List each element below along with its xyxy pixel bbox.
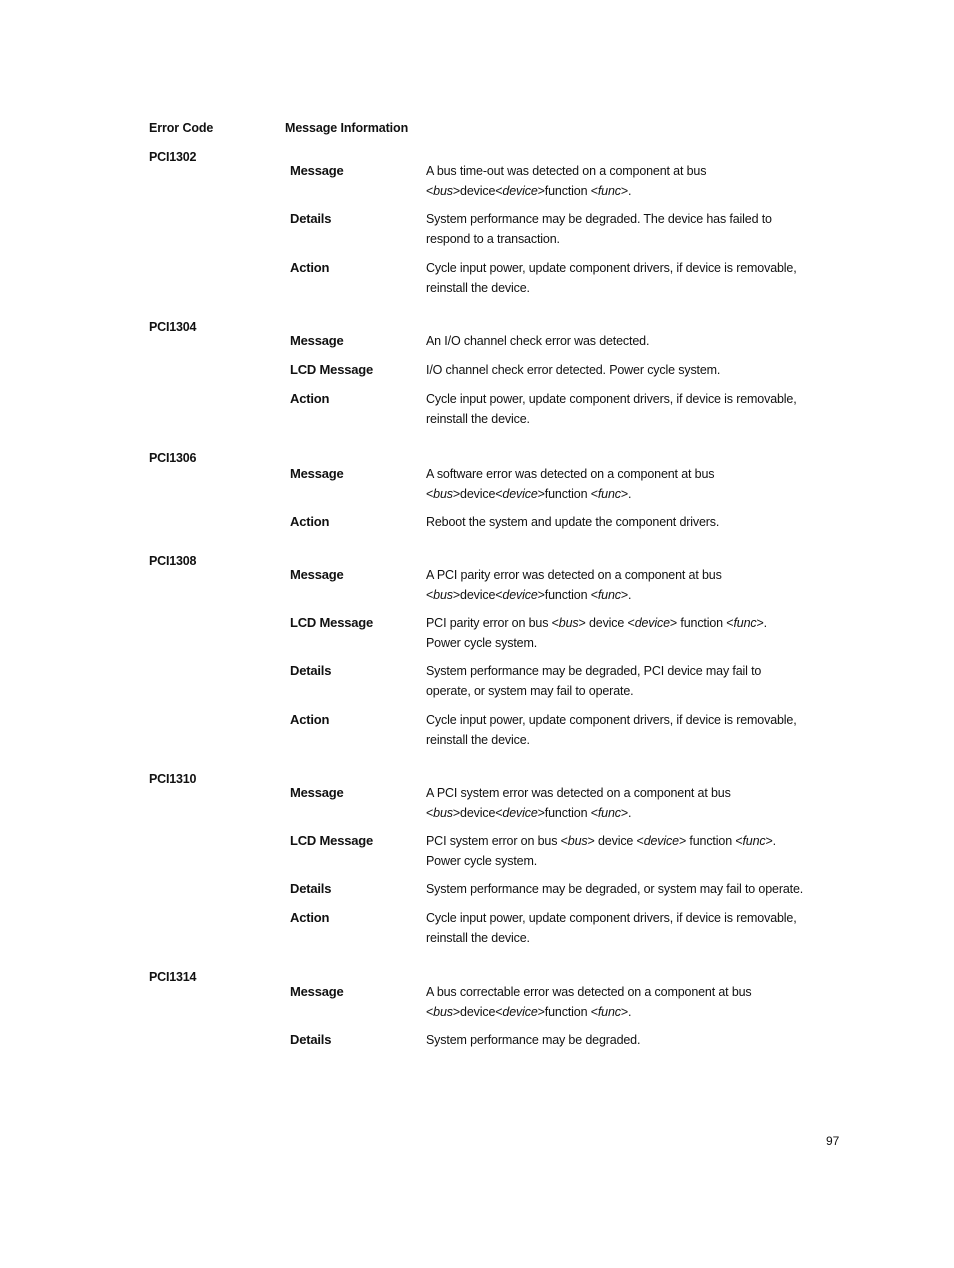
field-text bbox=[426, 566, 836, 605]
placeholder-variable: bus bbox=[433, 486, 453, 501]
text-segment: >. bbox=[620, 805, 632, 820]
field-label: Message bbox=[290, 785, 344, 800]
text-segment: Reboot the system and update the component drivers. bbox=[426, 515, 720, 529]
text-segment: < bbox=[426, 587, 434, 602]
text-segment: >device< bbox=[452, 587, 503, 602]
field-label: Message bbox=[290, 163, 344, 178]
text-segment: > function < bbox=[678, 834, 743, 848]
text-segment: >. bbox=[620, 587, 632, 602]
field-label: Action bbox=[290, 712, 330, 727]
field-text bbox=[426, 210, 836, 249]
placeholder-variable: device bbox=[502, 805, 538, 820]
field-label: Details bbox=[290, 211, 332, 226]
field-label: LCD Message bbox=[290, 615, 374, 630]
text-segment: System performance may be degraded. bbox=[426, 1033, 641, 1047]
placeholder-variable: device bbox=[502, 486, 538, 501]
text-segment: >function < bbox=[537, 587, 598, 602]
error-code: PCI1302 bbox=[149, 150, 197, 164]
text-segment: A PCI system error was detected on a component at bus bbox=[426, 786, 731, 800]
text-segment: < bbox=[426, 183, 434, 198]
error-code: PCI1304 bbox=[149, 320, 197, 334]
placeholder-variable: bus bbox=[433, 805, 453, 820]
text-segment: >function < bbox=[537, 805, 598, 820]
field-label: Action bbox=[290, 391, 330, 406]
text-segment: >. bbox=[620, 183, 632, 198]
text-segment: A bus correctable error was detected on a component at bus bbox=[426, 985, 752, 999]
field-text bbox=[426, 1031, 836, 1051]
placeholder-variable: bus bbox=[567, 834, 588, 848]
text-segment: I/O channel check error detected. Power cycle system. bbox=[426, 363, 721, 377]
error-code: PCI1306 bbox=[149, 451, 197, 465]
placeholder-variable: bus bbox=[558, 616, 579, 630]
field-label: LCD Message bbox=[290, 833, 374, 848]
text-segment: < bbox=[426, 1004, 434, 1019]
field-text bbox=[426, 711, 836, 750]
placeholder-variable: device bbox=[502, 183, 538, 198]
field-text bbox=[426, 832, 836, 871]
text-segment: An I/O channel check error was detected. bbox=[426, 334, 650, 348]
error-code: PCI1308 bbox=[149, 554, 197, 568]
text-segment: >function < bbox=[537, 486, 598, 501]
text-segment: Cycle input power, update component drivers, if device is removable, bbox=[426, 911, 797, 925]
text-segment: reinstall the device. bbox=[426, 732, 530, 747]
column-header-message-information: Message Information bbox=[285, 121, 409, 135]
column-header-error-code: Error Code bbox=[149, 121, 214, 135]
text-segment: >function < bbox=[537, 1004, 598, 1019]
field-text bbox=[426, 332, 836, 352]
placeholder-variable: func bbox=[597, 1004, 621, 1019]
field-label: Details bbox=[290, 1032, 332, 1047]
text-segment: >device< bbox=[452, 183, 503, 198]
placeholder-variable: func bbox=[597, 805, 621, 820]
field-label: Action bbox=[290, 260, 330, 275]
text-segment: reinstall the device. bbox=[426, 930, 530, 945]
text-segment: >device< bbox=[452, 486, 503, 501]
text-segment: A bus time-out was detected on a component at bus bbox=[426, 164, 707, 178]
placeholder-variable: device bbox=[502, 587, 538, 602]
placeholder-variable: device bbox=[634, 616, 670, 630]
text-segment: System performance may be degraded, or system may fail to operate. bbox=[426, 882, 804, 896]
text-segment: Cycle input power, update component drivers, if device is removable, bbox=[426, 392, 797, 406]
field-label: Message bbox=[290, 984, 344, 999]
text-segment: PCI system error on bus < bbox=[426, 834, 568, 848]
text-segment: >. bbox=[756, 616, 767, 630]
page-number: 97 bbox=[826, 1134, 840, 1148]
placeholder-variable: device bbox=[643, 834, 679, 848]
text-segment: System performance may be degraded, PCI device may fail to bbox=[426, 664, 762, 678]
text-segment: > device < bbox=[578, 616, 635, 630]
field-text bbox=[426, 909, 836, 948]
text-segment: < bbox=[426, 805, 434, 820]
placeholder-variable: func bbox=[742, 834, 766, 848]
text-segment: Power cycle system. bbox=[426, 853, 538, 868]
field-text bbox=[426, 259, 836, 298]
text-segment: Cycle input power, update component drivers, if device is removable, bbox=[426, 261, 797, 275]
text-segment: operate, or system may fail to operate. bbox=[426, 683, 634, 698]
text-segment: >. bbox=[620, 486, 632, 501]
text-segment: > device < bbox=[587, 834, 644, 848]
text-segment: >function < bbox=[537, 183, 598, 198]
field-label: Message bbox=[290, 567, 344, 582]
field-text bbox=[426, 465, 836, 504]
text-segment: A PCI parity error was detected on a component at bus bbox=[426, 568, 722, 582]
text-segment: respond to a transaction. bbox=[426, 231, 560, 246]
text-segment: A software error was detected on a component at bus bbox=[426, 467, 715, 481]
text-segment: Cycle input power, update component drivers, if device is removable, bbox=[426, 713, 797, 727]
text-segment: Power cycle system. bbox=[426, 635, 538, 650]
field-label: LCD Message bbox=[290, 362, 374, 377]
text-segment: reinstall the device. bbox=[426, 280, 530, 295]
text-segment: < bbox=[426, 486, 434, 501]
text-segment: >. bbox=[765, 834, 776, 848]
field-label: Action bbox=[290, 910, 330, 925]
placeholder-variable: func bbox=[733, 616, 757, 630]
placeholder-variable: bus bbox=[433, 587, 453, 602]
field-text bbox=[426, 513, 836, 533]
text-segment: PCI parity error on bus < bbox=[426, 616, 559, 630]
text-segment: >. bbox=[620, 1004, 632, 1019]
text-segment: reinstall the device. bbox=[426, 411, 530, 426]
placeholder-variable: func bbox=[597, 183, 621, 198]
field-text bbox=[426, 390, 836, 429]
field-label: Message bbox=[290, 466, 344, 481]
placeholder-variable: bus bbox=[433, 183, 453, 198]
field-label: Details bbox=[290, 881, 332, 896]
field-label: Action bbox=[290, 514, 330, 529]
error-code: PCI1310 bbox=[149, 772, 197, 786]
placeholder-variable: device bbox=[502, 1004, 538, 1019]
text-segment: >device< bbox=[452, 805, 503, 820]
placeholder-variable: func bbox=[597, 486, 621, 501]
error-code: PCI1314 bbox=[149, 970, 197, 984]
field-text bbox=[426, 784, 836, 823]
field-text bbox=[426, 162, 836, 201]
text-segment: System performance may be degraded. The device has failed to bbox=[426, 212, 772, 226]
field-text bbox=[426, 614, 836, 653]
text-segment: > function < bbox=[669, 616, 734, 630]
placeholder-variable: func bbox=[597, 587, 621, 602]
field-label: Message bbox=[290, 333, 344, 348]
field-text bbox=[426, 880, 836, 900]
field-text bbox=[426, 983, 836, 1022]
field-text bbox=[426, 662, 836, 701]
field-text bbox=[426, 361, 836, 381]
field-label: Details bbox=[290, 663, 332, 678]
text-segment: >device< bbox=[452, 1004, 503, 1019]
placeholder-variable: bus bbox=[433, 1004, 453, 1019]
